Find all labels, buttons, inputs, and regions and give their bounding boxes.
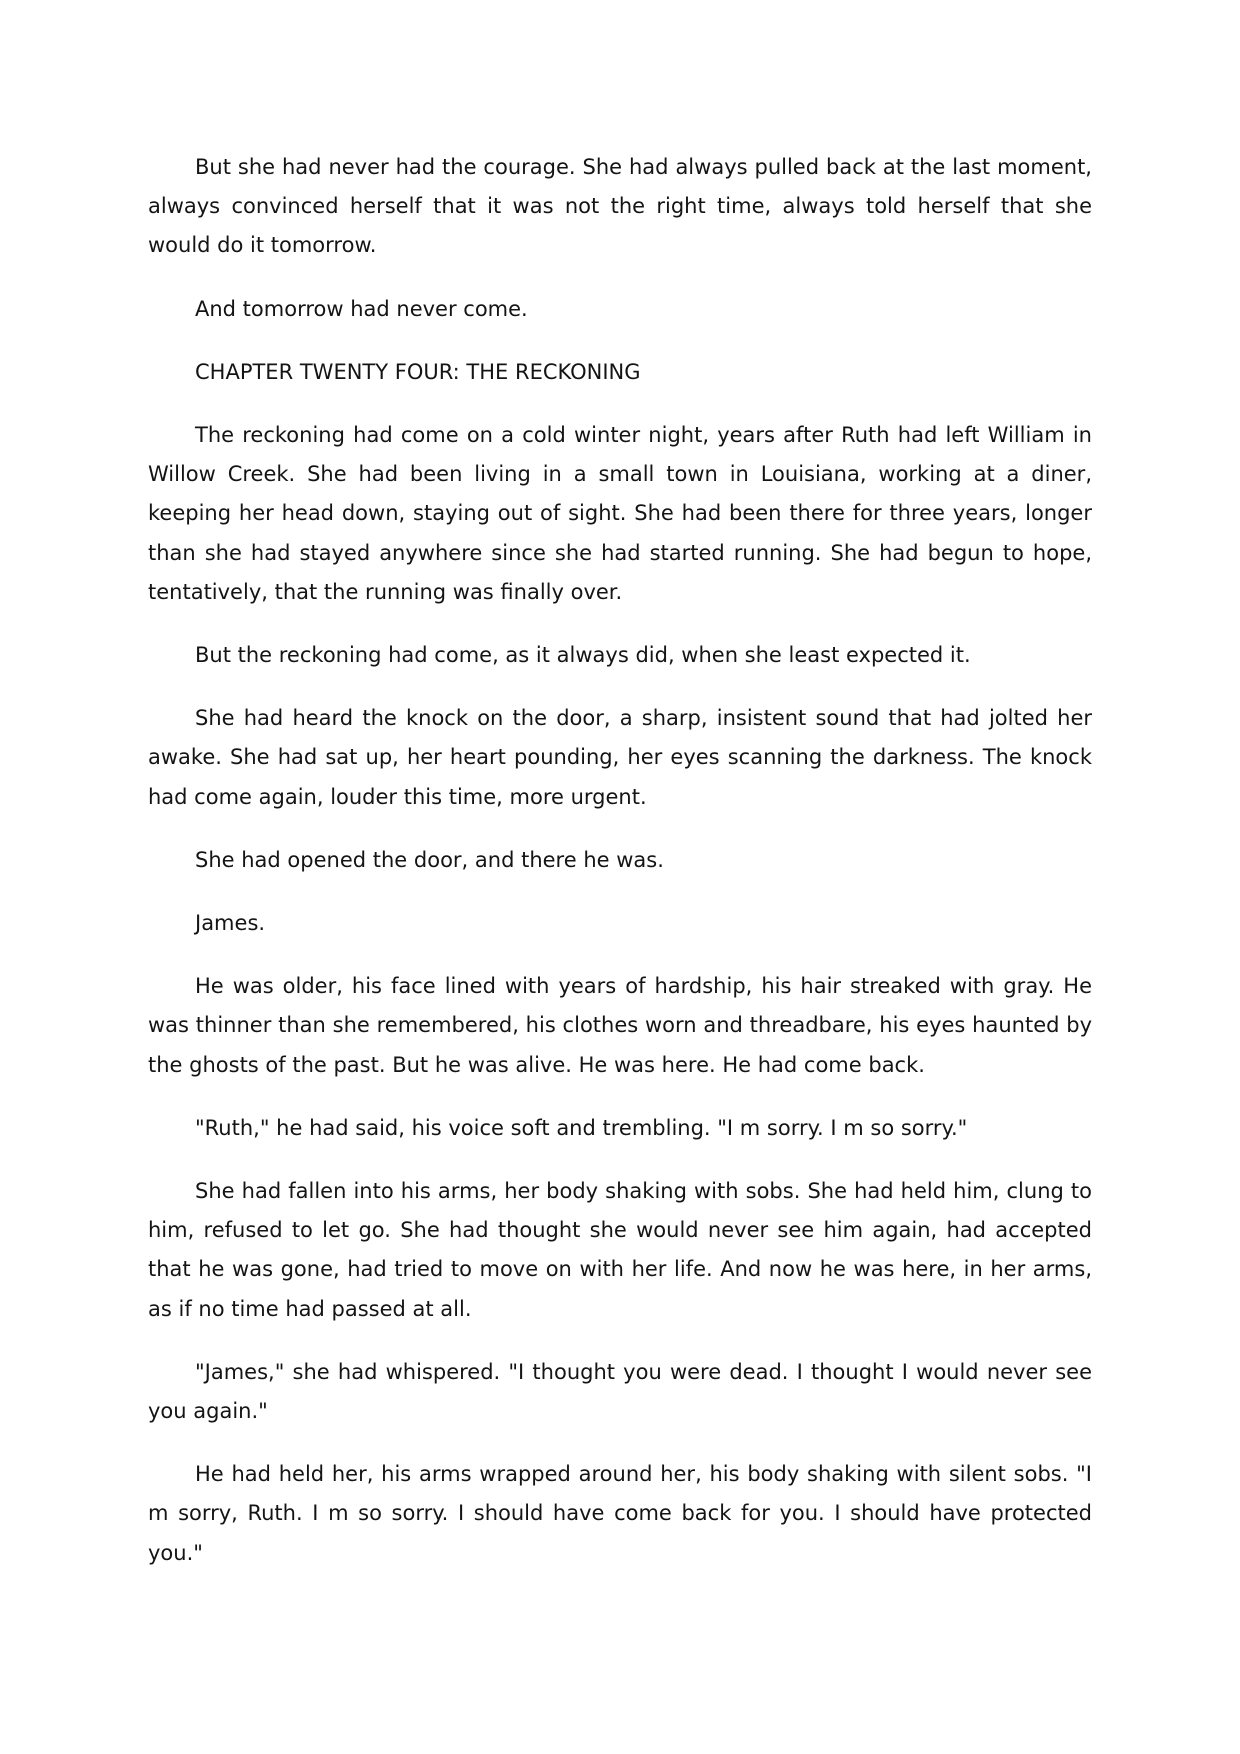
paragraph-opened-door: She had opened the door, and there he was. (195, 847, 664, 872)
paragraph-knock: She had heard the knock on the door, a sharp, insistent sound that had jolted her awake. She had sat up, her heart pounding, her eyes scanning the darkness. The knock had come again, louder this time, more urgent. (148, 706, 1092, 809)
paragraph-courage: But she had never had the courage. She had always pulled back at the last moment, always convinced herself that it was not the right time, always told herself that she would do it tomorrow. (148, 155, 1092, 258)
paragraph-james-dialogue: "James," she had whispered. "I thought you were dead. I thought I would never see you again." (148, 1359, 1092, 1424)
paragraph-reckoning: The reckoning had come on a cold winter night, years after Ruth had left William in Willow Creek. She had been living in a small town in Louisiana, working at a diner, keeping her head down, staying out of sight. She had been there for three years, longer than she had stayed anywhere since she had started running. She had begun to hope, tentatively, that the running was finally over. (148, 423, 1092, 604)
document-page (148, 148, 1092, 1573)
paragraph-tomorrow: And tomorrow had never come. (195, 296, 528, 321)
paragraph-least-expected: But the reckoning had come, as it always did, when she least expected it. (195, 643, 971, 668)
paragraph-held-her: He had held her, his arms wrapped around her, his body shaking with silent sobs. "I m sorry, Ruth. I m so sorry. I should have come back for you. I should have protected you." (148, 1462, 1092, 1565)
paragraph-james: James. (195, 911, 266, 936)
chapter-heading: CHAPTER TWENTY FOUR: THE RECKONING (195, 359, 641, 384)
paragraph-ruth-dialogue: "Ruth," he had said, his voice soft and trembling. "I m sorry. I m so sorry." (195, 1115, 968, 1140)
paragraph-older: He was older, his face lined with years of hardship, his hair streaked with gray. He was thinner than she remembered, his clothes worn and threadbare, his eyes haunted by the ghosts of the past. But he was alive. He was here. He had come back. (148, 974, 1092, 1077)
paragraph-fallen-into-arms: She had fallen into his arms, her body shaking with sobs. She had held him, clung to him, refused to let go. She had thought she would never see him again, had accepted that he was gone, had tried to move on with her life. And now he was here, in her arms, as if no time had passed at all. (148, 1179, 1092, 1321)
